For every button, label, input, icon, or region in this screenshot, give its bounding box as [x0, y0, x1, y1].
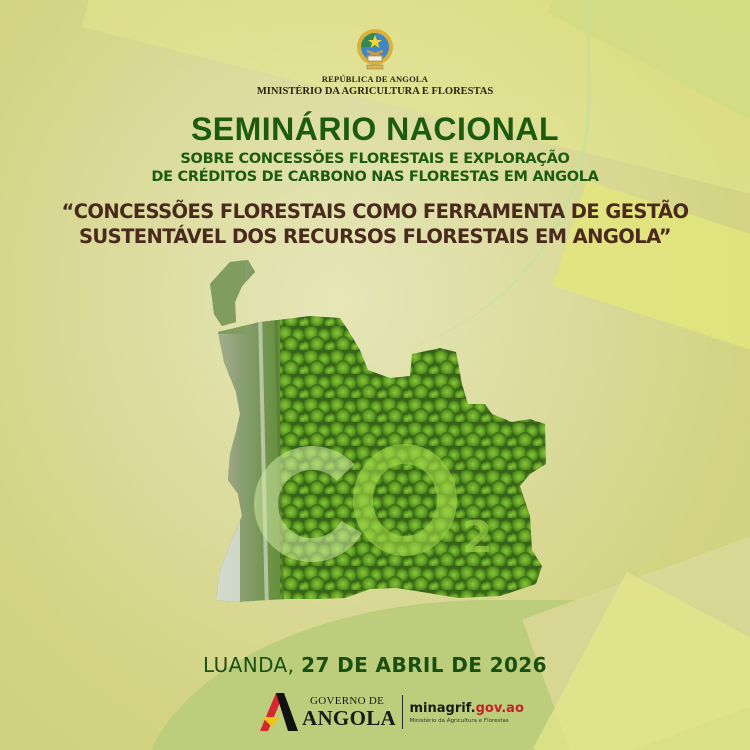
subtitle-line-2: DE CRÉDITOS DE CARBONO NAS FLORESTAS EM ANGOLA — [151, 169, 599, 185]
governo-angola-logo-icon — [258, 693, 298, 731]
event-day: 27 DE ABRIL DE 2026 — [301, 653, 547, 677]
angola-coat-of-arms-icon — [355, 27, 395, 71]
website-subtitle: Ministério da Agricultura e Florestas — [409, 717, 509, 724]
angola-map-forest-icon — [200, 254, 550, 654]
website-url-part1: minagrif. — [409, 700, 476, 716]
event-subtitle — [0, 150, 750, 186]
footer-divider — [402, 695, 404, 729]
gov-bottom-label: ANGOLA — [302, 705, 396, 730]
event-title: SEMINÁRIO NACIONAL — [190, 111, 560, 147]
event-location: LUANDA, — [203, 653, 295, 677]
republic-label: REPÚBLICA DE ANGOLA — [321, 74, 429, 84]
footer-logos — [258, 690, 524, 734]
event-date — [0, 653, 750, 677]
website-url[interactable] — [409, 701, 523, 716]
event-theme — [0, 199, 750, 249]
gov-top-label: GOVERNO DE — [310, 694, 385, 707]
ministry-website — [409, 701, 523, 724]
theme-line-1: “CONCESSÕES FLORESTAIS COMO FERRAMENTA DE GESTÃO — [61, 200, 689, 223]
governo-angola-wordmark — [302, 696, 396, 729]
website-url-part2: gov.ao — [475, 700, 524, 716]
subtitle-line-1: SOBRE CONCESSÕES FLORESTAIS E EXPLORAÇÃO — [180, 151, 570, 167]
theme-line-2: SUSTENTÁVEL DOS RECURSOS FLORESTAIS EM ANGOLA” — [78, 225, 672, 248]
ministry-label: MINISTÉRIO DA AGRICULTURA E FLORESTAS — [256, 86, 494, 97]
svg-text:2: 2 — [462, 512, 493, 563]
